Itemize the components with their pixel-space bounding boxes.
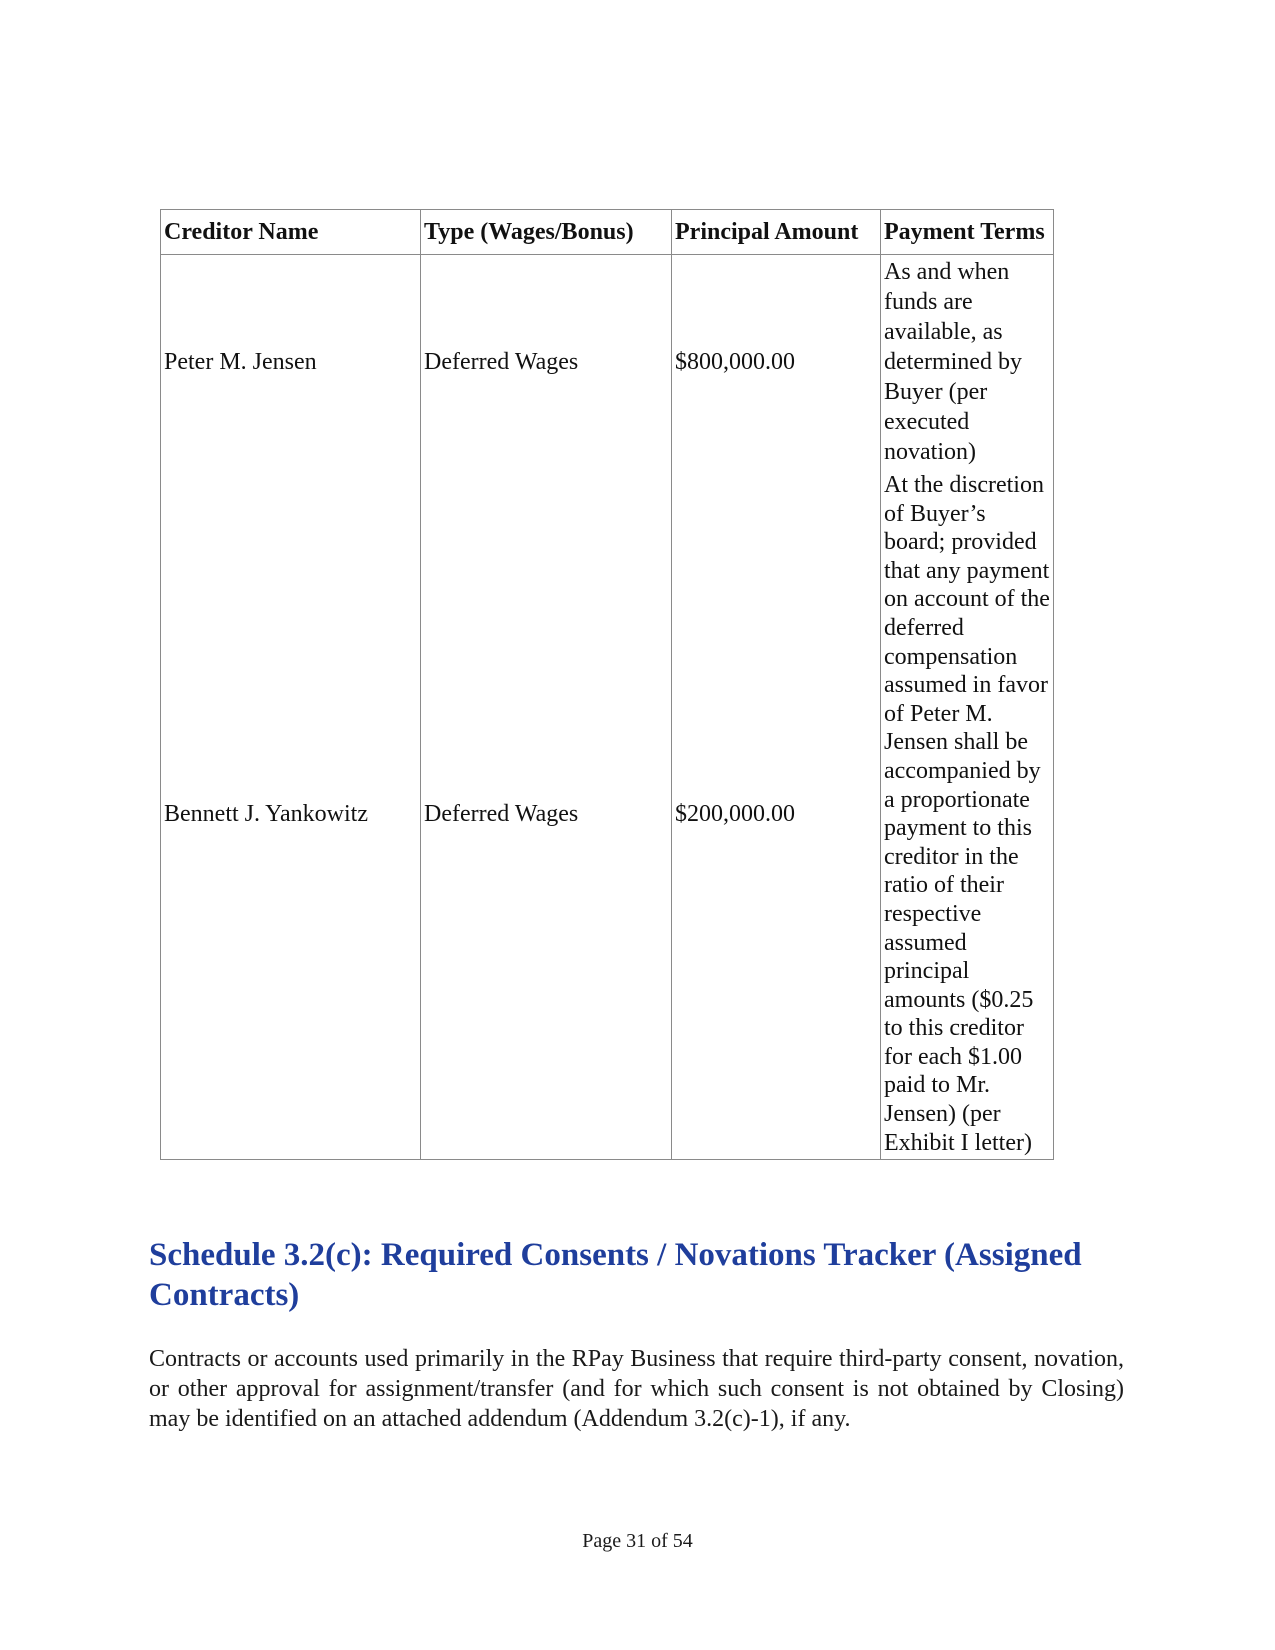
header-principal-amount: Principal Amount	[672, 210, 881, 255]
schedule-heading: Schedule 3.2(c): Required Consents / Novations Tracker (Assigned Contracts)	[149, 1237, 1082, 1313]
table-row	[161, 469, 1054, 1160]
cell-creditor-name: Peter M. Jensen	[161, 255, 421, 470]
cell-payment-terms: At the discretion of Buyer’s board; provided that any payment on account of the deferred compensation assumed in favor of Peter M. Jensen shall be accompanied by a proportionate payment to this creditor in the ratio of their respective assumed principal amounts ($0.25 to this creditor for each $1.00 paid to Mr. Jensen) (per Exhibit I letter)	[881, 469, 1054, 1160]
schedule-body-paragraph: Contracts or accounts used primarily in the RPay Business that require third-party consent, novation, or other approval for assignment/transfer (and for which such consent is not obtained by Closing) may be identified on an attached addendum (Addendum 3.2(c)-1), if any.	[149, 1346, 1124, 1432]
cell-principal-amount: $200,000.00	[672, 469, 881, 1160]
cell-principal-amount: $800,000.00	[672, 255, 881, 470]
cell-type: Deferred Wages	[421, 255, 672, 470]
creditor-table	[160, 209, 1054, 1160]
header-type: Type (Wages/Bonus)	[421, 210, 672, 255]
header-creditor-name: Creditor Name	[161, 210, 421, 255]
cell-type: Deferred Wages	[421, 469, 672, 1160]
cell-payment-terms: As and when funds are available, as determined by Buyer (per executed novation)	[881, 255, 1054, 470]
cell-creditor-name: Bennett J. Yankowitz	[161, 469, 421, 1160]
page-number: Page 31 of 54	[582, 1530, 693, 1552]
table-header-row	[161, 210, 1054, 255]
header-payment-terms: Payment Terms	[881, 210, 1054, 255]
table-row	[161, 255, 1054, 470]
